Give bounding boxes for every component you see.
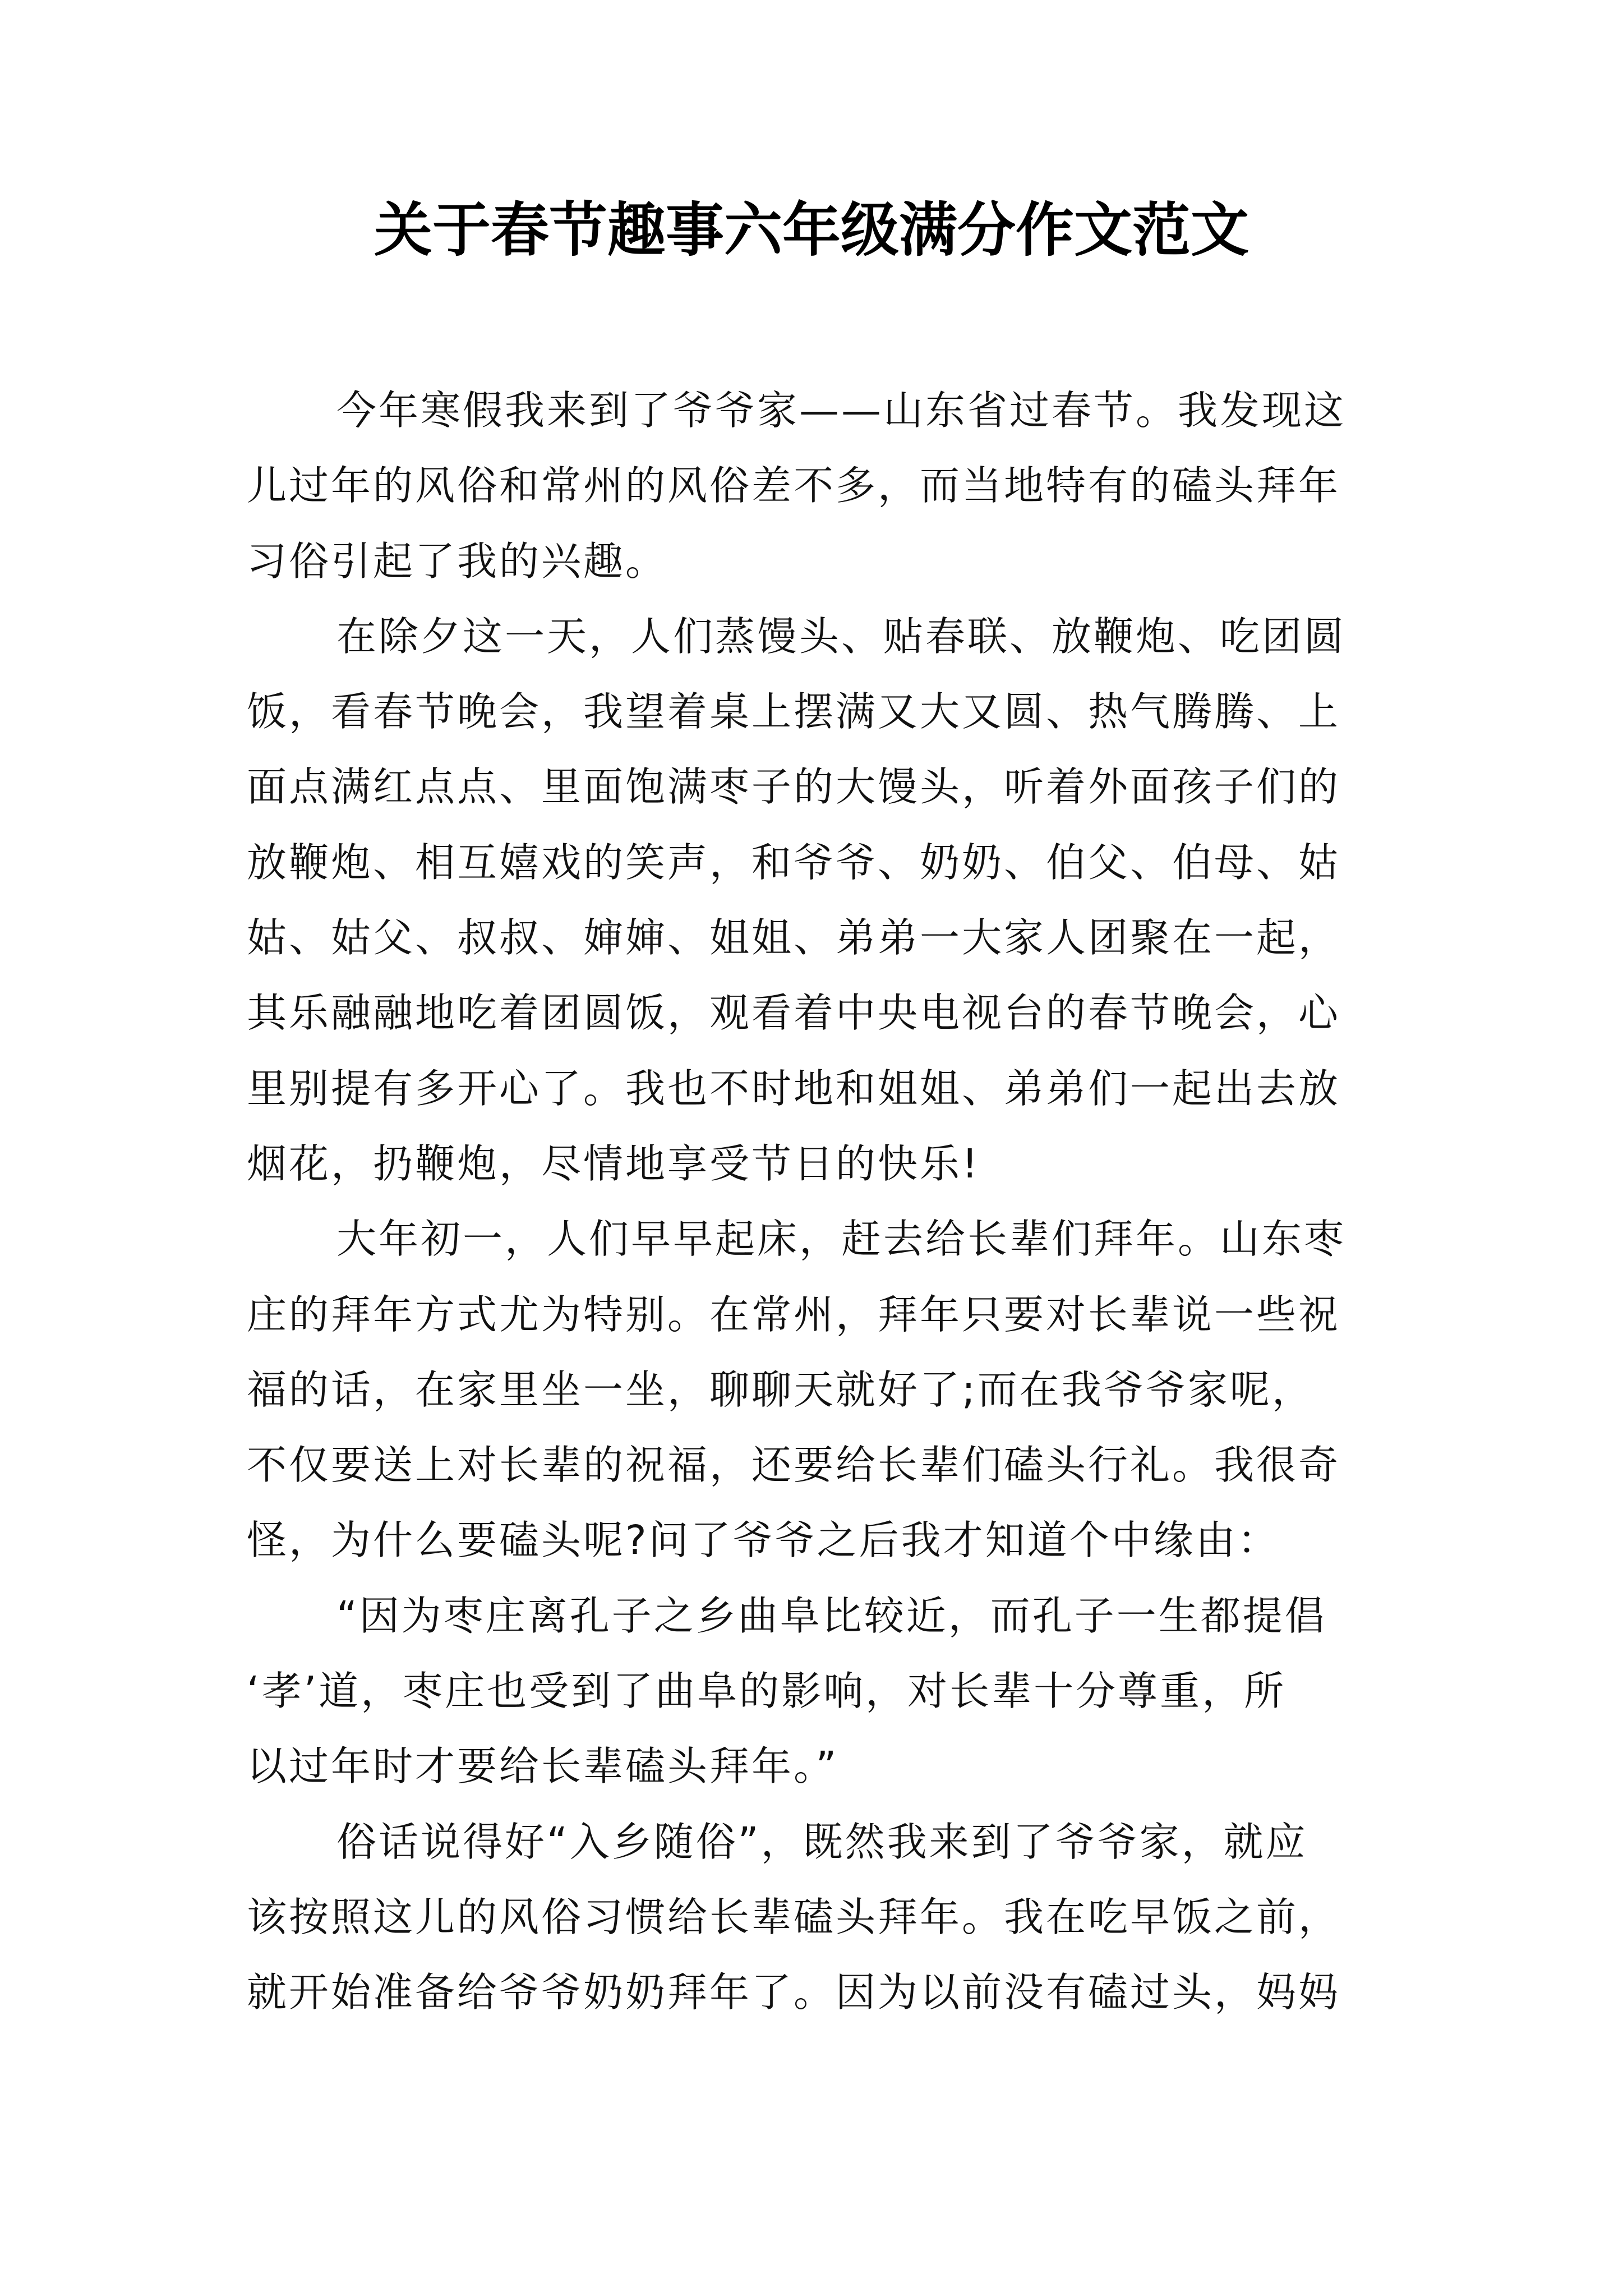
text-line: 其乐融融地吃着团圆饭，观看着中央电视台的春节晚会，心 (247, 990, 1341, 1037)
text-line: 今年寒假我来到了爷爷家——山东省过春节。我发现这 (336, 387, 1347, 434)
text-line: 放鞭炮、相互嬉戏的笑声，和爷爷、奶奶、伯父、伯母、姑 (247, 839, 1341, 886)
text-line: 俗话说得好“入乡随俗”，既然我来到了爷爷家，就应 (336, 1818, 1308, 1865)
document-body (247, 373, 1385, 2031)
text-line: 不仅要送上对长辈的祝福，还要给长辈们磕头行礼。我很奇 (247, 1442, 1341, 1489)
text-line: “因为枣庄离孔子之乡曲阜比较近，而孔子一生都提倡 (336, 1592, 1327, 1639)
text-line: 儿过年的风俗和常州的风俗差不多，而当地特有的磕头拜年 (247, 462, 1341, 509)
text-line: 饭，看春节晚会，我望着桌上摆满又大又圆、热气腾腾、上 (247, 688, 1341, 735)
text-line: 在除夕这一天，人们蒸馒头、贴春联、放鞭炮、吃团圆 (336, 613, 1347, 660)
text-line: 就开始准备给爷爷奶奶拜年了。因为以前没有磕过头，妈妈 (247, 1969, 1341, 2016)
text-line: 庄的拜年方式尤为特别。在常州，拜年只要对长辈说一些祝 (247, 1291, 1341, 1338)
document-title: 关于春节趣事六年级满分作文范文 (374, 195, 1249, 264)
text-line: 烟花，扔鞭炮，尽情地享受节日的快乐! (247, 1140, 980, 1187)
text-line: 习俗引起了我的兴趣。 (247, 537, 668, 585)
text-line: 以过年时才要给长辈磕头拜年。” (247, 1743, 839, 1790)
text-line: 该按照这儿的风俗习惯给长辈磕头拜年。我在吃早饭之前， (247, 1893, 1341, 1940)
text-line: 怪，为什么要磕头呢?问了爷爷之后我才知道个中缘由： (247, 1517, 1280, 1564)
text-line: 里别提有多开心了。我也不时地和姐姐、弟弟们一起出去放 (247, 1065, 1341, 1112)
text-line: 大年初一，人们早早起床，赶去给长辈们拜年。山东枣 (336, 1216, 1347, 1263)
text-line: ‘孝’道，枣庄也受到了曲阜的影响，对长辈十分尊重，所 (247, 1668, 1287, 1715)
text-line: 姑、姑父、叔叔、婶婶、姐姐、弟弟一大家人团聚在一起， (247, 914, 1341, 961)
text-line: 面点满红点点、里面饱满枣子的大馒头，听着外面孩子们的 (247, 763, 1341, 811)
text-line: 福的话，在家里坐一坐，聊聊天就好了;而在我爷爷家呢， (247, 1366, 1314, 1413)
